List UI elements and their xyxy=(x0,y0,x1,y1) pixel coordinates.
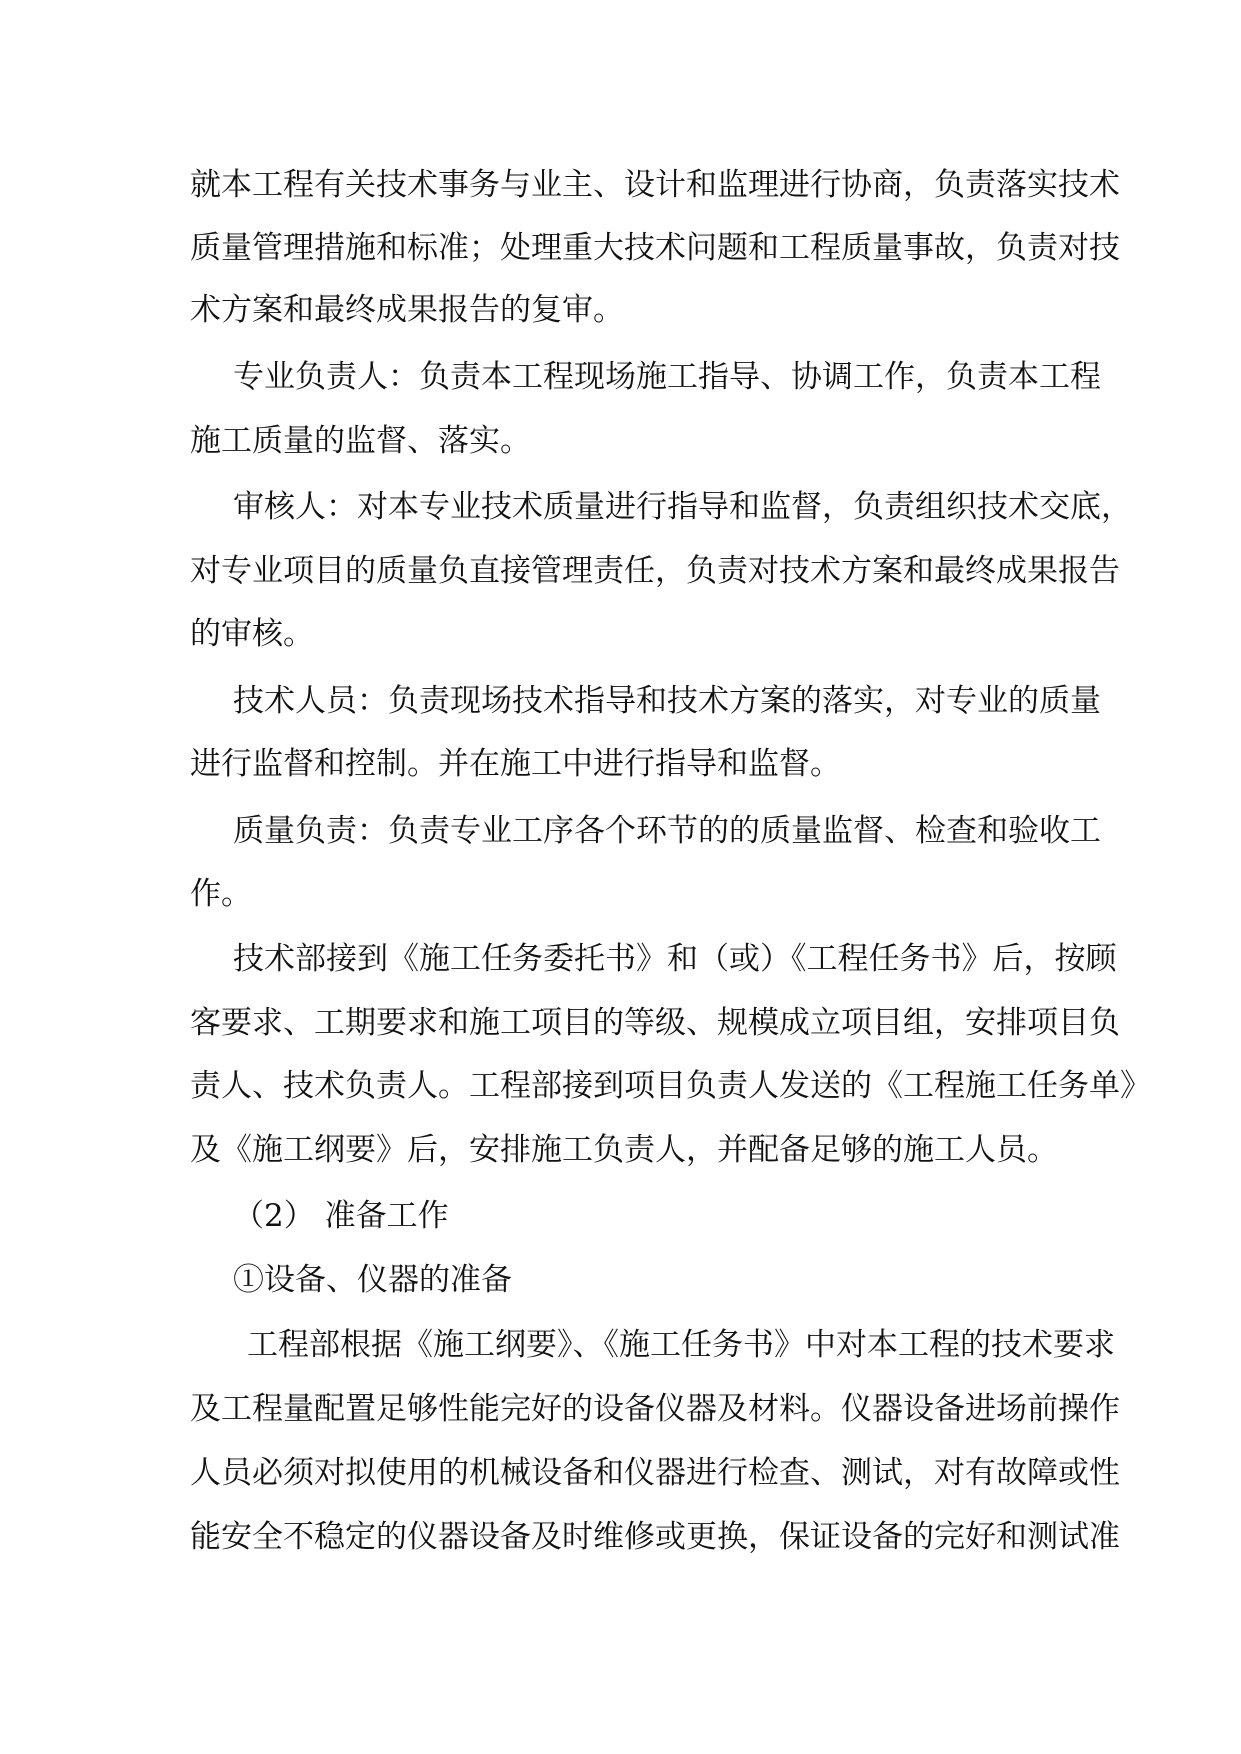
text-line: 就本工程有关技术事务与业主、设计和监理进行协商，负责落实技术 xyxy=(190,167,1120,203)
text-line: 人员必须对拟使用的机械设备和仪器进行检查、测试，对有故障或性 xyxy=(190,1455,1120,1491)
text-line: 审核人：对本专业技术质量进行指导和监督，负责组织技术交底， xyxy=(233,489,1132,525)
text-line: 进行监督和控制。并在施工中进行指导和监督。 xyxy=(190,746,841,782)
text-line: 术方案和最终成果报告的复审。 xyxy=(190,292,624,328)
text-line: 施工质量的监督、落实。 xyxy=(190,423,531,459)
text-line: 及《施工纲要》后，安排施工负责人，并配备足够的施工人员。 xyxy=(190,1132,1058,1168)
text-line: 技术人员：负责现场技术指导和技术方案的落实，对专业的质量 xyxy=(233,683,1101,719)
text-line: 工程部根据《施工纲要》、《施工任务书》中对本工程的技术要求 xyxy=(247,1327,1115,1363)
section-heading: （2） 准备工作 xyxy=(233,1198,449,1234)
text-line: 对专业项目的质量负直接管理责任，负责对技术方案和最终成果报告 xyxy=(190,553,1120,589)
text-line: 及工程量配置足够性能完好的设备仪器及材料。仪器设备进场前操作 xyxy=(190,1391,1120,1427)
text-line: 技术部接到《施工任务委托书》和（或）《工程任务书》后，按顾 xyxy=(233,941,1117,977)
text-line: 质量管理措施和标准；处理重大技术问题和工程质量事故，负责对技 xyxy=(190,230,1120,266)
text-line: 作。 xyxy=(190,876,252,912)
text-line: 客要求、工期要求和施工项目的等级、规模成立项目组，安排项目负 xyxy=(190,1005,1120,1041)
text-line: 质量负责：负责专业工序各个环节的的质量监督、检查和验收工 xyxy=(233,813,1101,849)
subsection-heading: ①设备、仪器的准备 xyxy=(233,1262,512,1298)
text-line: 的审核。 xyxy=(190,616,314,652)
text-line: 能安全不稳定的仪器设备及时维修或更换，保证设备的完好和测试准 xyxy=(190,1519,1120,1555)
text-line: 责人、技术负责人。工程部接到项目负责人发送的《工程施工任务单》 xyxy=(190,1068,1151,1104)
text-line: 专业负责人：负责本工程现场施工指导、协调工作，负责本工程 xyxy=(233,359,1101,395)
